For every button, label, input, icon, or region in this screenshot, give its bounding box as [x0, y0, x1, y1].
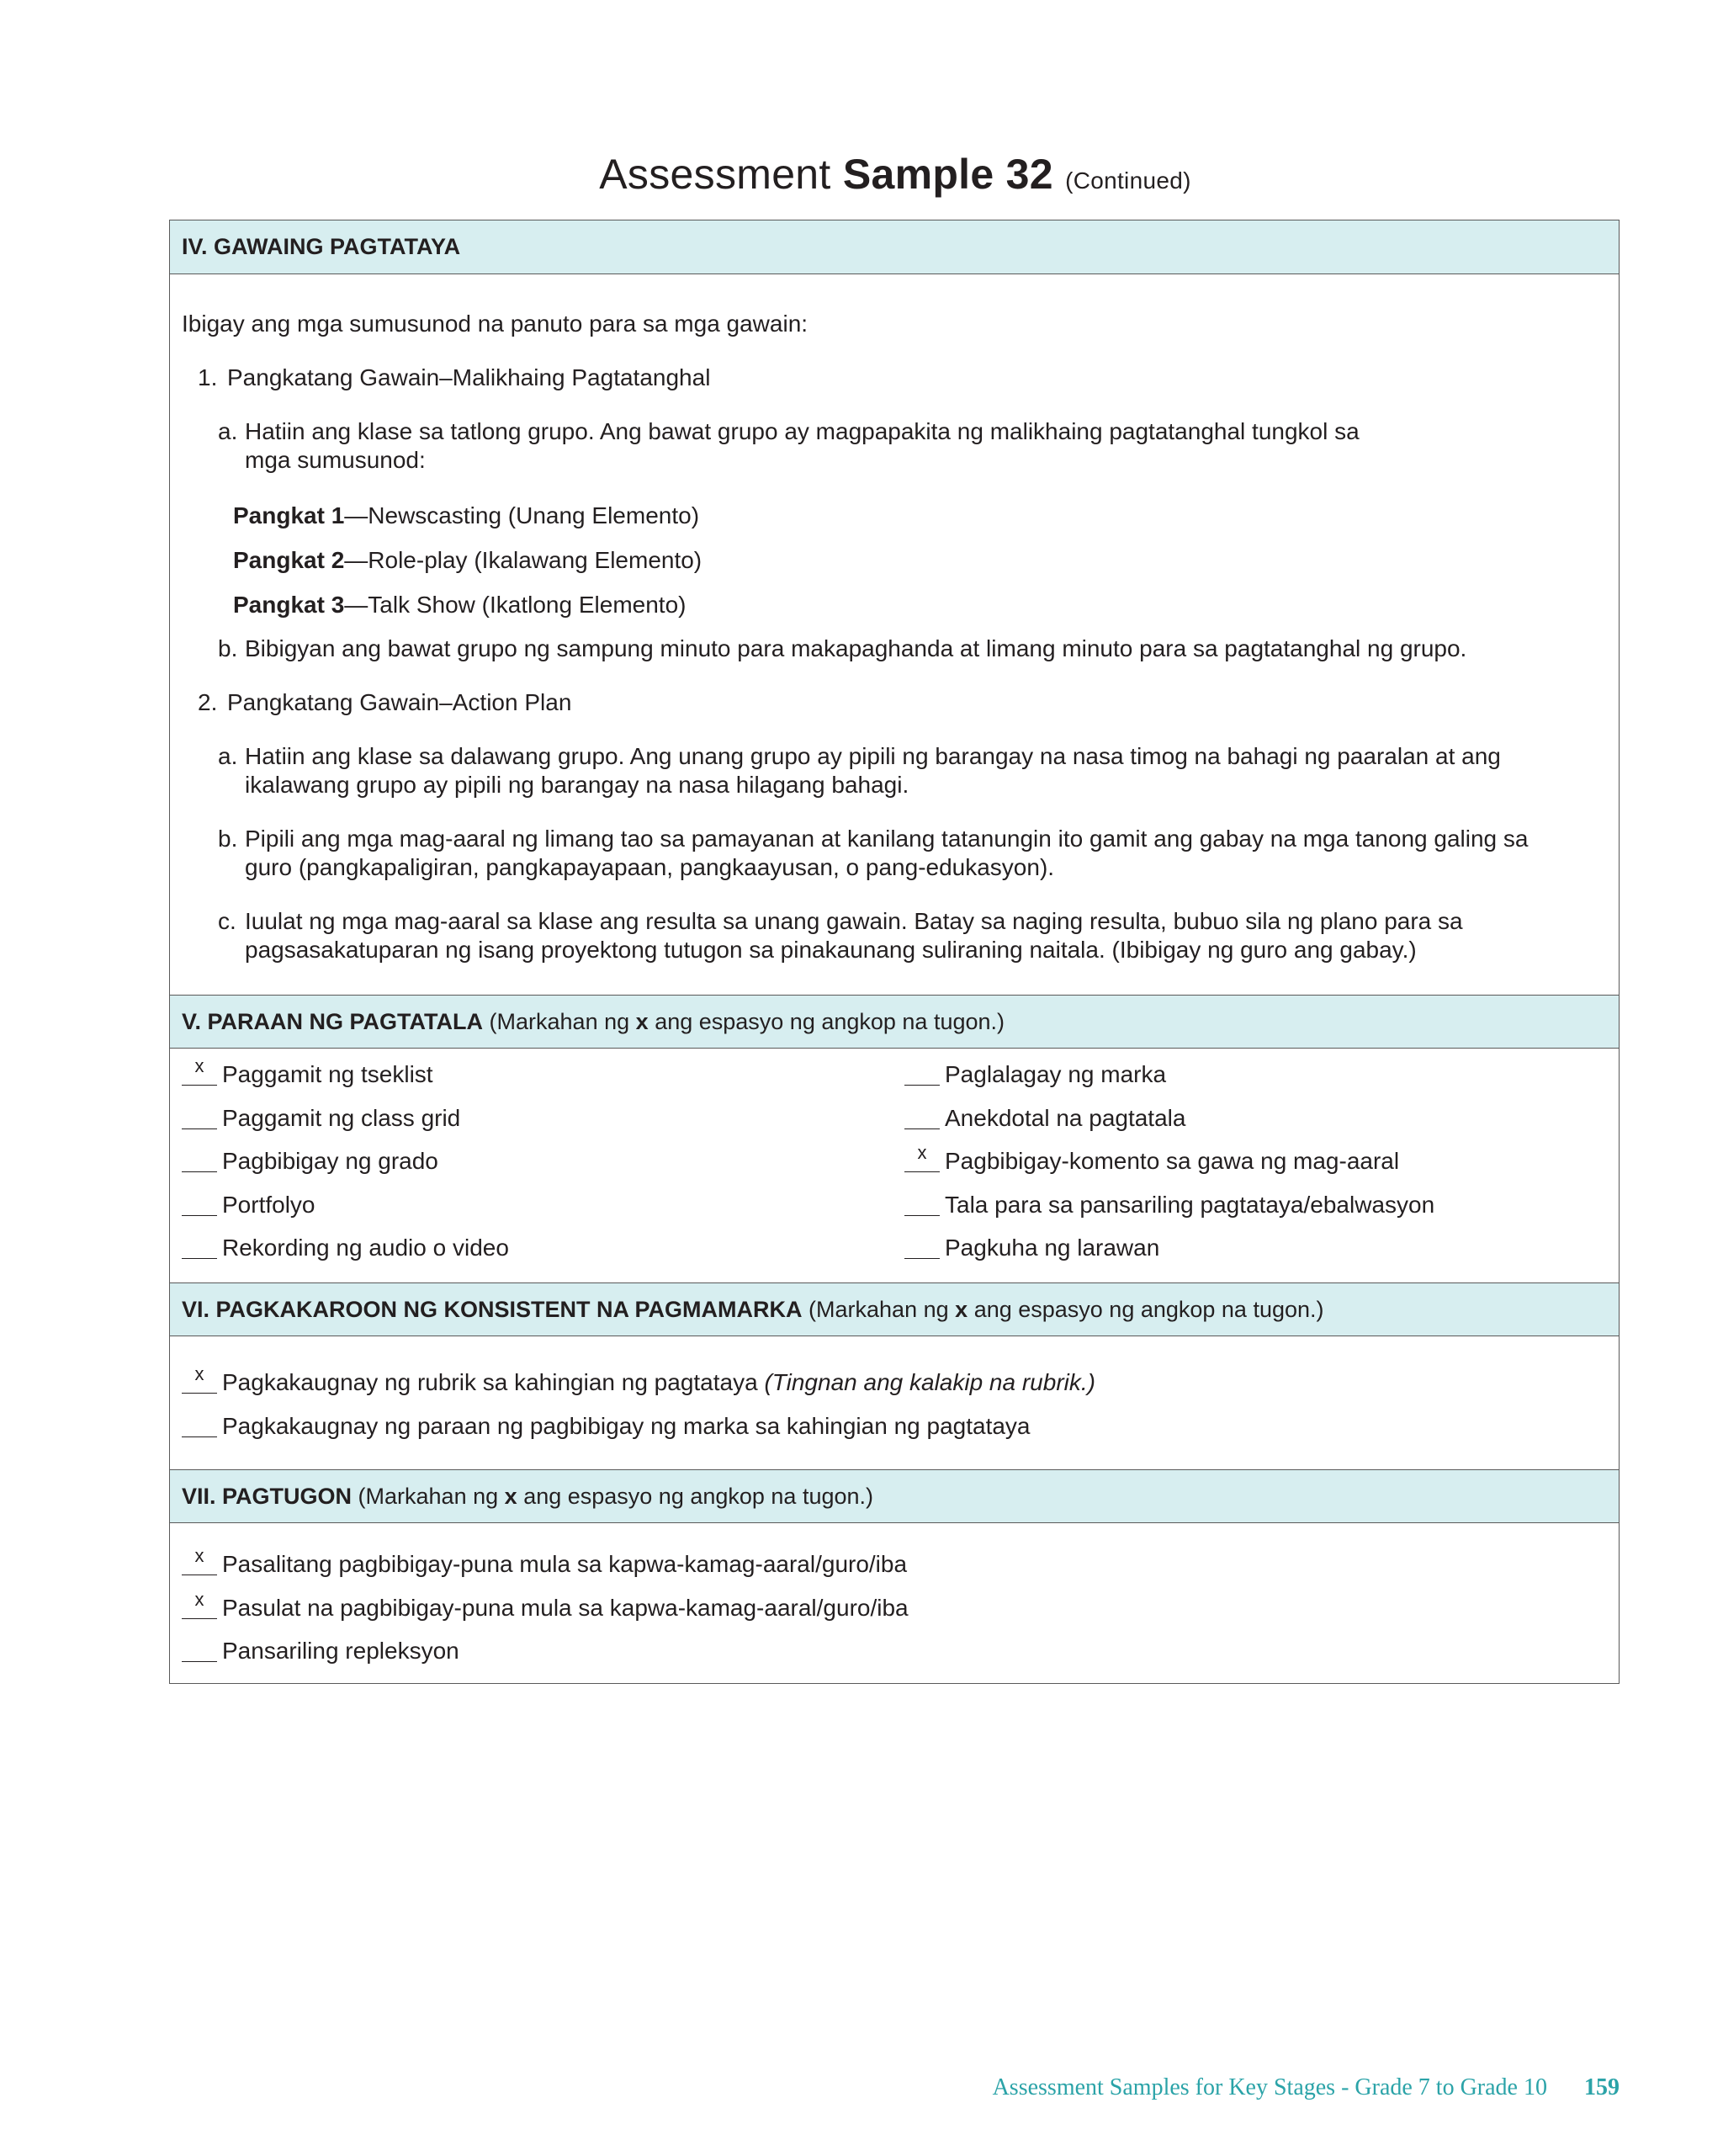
- item-1a-line-2: mga sumusunod:: [245, 447, 426, 473]
- section-v-body: [170, 1049, 1619, 1282]
- check-blank[interactable]: x: [182, 1548, 217, 1572]
- item-2a-line-1: Hatiin ang klase sa dalawang grupo. Ang unang grupo ay pipili ng barangay na nasa timog na bahagi ng paaralan at ang: [245, 743, 1501, 769]
- section-vii-instruction: (Markahan ng x ang espasyo ng angkop na tugon.): [358, 1483, 874, 1509]
- check-blank[interactable]: x: [182, 1059, 217, 1082]
- section-vi-header: [170, 1282, 1619, 1336]
- section-iv-header: [170, 220, 1619, 274]
- assessment-table: [169, 220, 1620, 1684]
- section-v-instruction: (Markahan ng x ang espasyo ng angkop na tugon.): [489, 1008, 1005, 1034]
- checklist-item[interactable]: Pagkuha ng larawan: [904, 1232, 1159, 1262]
- section-iv-intro: Ibigay ang mga sumusunod na panuto para sa mga gawain:: [182, 311, 808, 337]
- check-blank[interactable]: [182, 1232, 217, 1256]
- check-blank[interactable]: x: [182, 1367, 217, 1390]
- check-blank[interactable]: [182, 1102, 217, 1126]
- checklist-item[interactable]: Anekdotal na pagtatala: [904, 1102, 1185, 1133]
- section-vii-header: [170, 1469, 1619, 1523]
- title-bold: Sample 32: [842, 151, 1053, 198]
- checklist-item[interactable]: x Pasalitang pagbibigay-puna mula sa kapwa-kamag-aaral/guro/iba: [182, 1548, 907, 1579]
- section-v-header: [170, 995, 1619, 1049]
- item-2c-letter: c.: [218, 908, 236, 934]
- checklist-item[interactable]: Pagbibigay ng grado: [182, 1145, 438, 1176]
- checklist-item[interactable]: x Paggamit ng tseklist: [182, 1059, 433, 1089]
- checklist-item[interactable]: Portfolyo: [182, 1189, 315, 1219]
- section-vii-body: [170, 1523, 1619, 1683]
- check-blank[interactable]: [904, 1059, 940, 1082]
- group-1: Pangkat 1—Newscasting (Unang Elemento): [233, 502, 700, 528]
- check-blank[interactable]: [182, 1410, 217, 1434]
- checklist-item[interactable]: Paglalagay ng marka: [904, 1059, 1166, 1089]
- item-2b-line-1: Pipili ang mga mag-aaral ng limang tao sa pamayanan at kanilang tatanungin ito gamit ang gabay na mga tanong galing sa: [245, 826, 1529, 852]
- item-2b-line-2: guro (pangkapaligiran, pangkapayapaan, pangkaayusan, o pang-edukasyon).: [245, 854, 1055, 880]
- check-blank[interactable]: [904, 1102, 940, 1126]
- item-1-number: 1.: [198, 364, 218, 390]
- section-vii-heading: VII. PAGTUGON: [182, 1483, 353, 1509]
- checklist-item[interactable]: x Pagkakaugnay ng rubrik sa kahingian ng pagtataya (Tingnan ang kalakip na rubrik.): [182, 1367, 1095, 1397]
- checklist-item[interactable]: Paggamit ng class grid: [182, 1102, 460, 1133]
- item-2a-line-2: ikalawang grupo ay pipili ng barangay na nasa hilagang bahagi.: [245, 772, 909, 798]
- rubric-note: (Tingnan ang kalakip na rubrik.): [764, 1369, 1095, 1395]
- item-1a-letter: a.: [218, 418, 238, 444]
- check-blank[interactable]: x: [182, 1592, 217, 1616]
- item-1b-text: Bibigyan ang bawat grupo ng sampung minuto para makapaghanda at limang minuto para sa pagtatanghal ng grupo.: [245, 635, 1467, 661]
- page-number: 159: [1584, 2074, 1620, 2100]
- item-1b-letter: b.: [218, 635, 238, 661]
- checklist-item[interactable]: Pansariling repleksyon: [182, 1635, 459, 1665]
- section-iv-body: [170, 274, 1619, 995]
- page-title: [0, 150, 1723, 199]
- item-1a-line-1: Hatiin ang klase sa tatlong grupo. Ang bawat grupo ay magpapakita ng malikhaing pagtatanghal tungkol sa: [245, 418, 1360, 444]
- item-1-title: Pangkatang Gawain–Malikhaing Pagtatanghal: [227, 364, 711, 390]
- checklist-item[interactable]: x Pasulat na pagbibigay-puna mula sa kapwa-kamag-aaral/guro/iba: [182, 1592, 909, 1622]
- check-blank[interactable]: x: [904, 1145, 940, 1169]
- item-2c-line-1: Iuulat ng mga mag-aaral sa klase ang resulta sa unang gawain. Batay sa naging resulta, bubuo sila ng plano para sa: [245, 908, 1463, 934]
- section-v-heading: V. PARAAN NG PAGTATALA: [182, 1008, 484, 1034]
- check-blank[interactable]: [904, 1232, 940, 1256]
- check-blank[interactable]: [182, 1635, 217, 1659]
- item-2-title: Pangkatang Gawain–Action Plan: [227, 689, 572, 715]
- item-2c-line-2: pagsasakatuparan ng isang proyektong tutugon sa pinakaunang suliraning naitala. (Ibibigay ng guro ang gabay.): [245, 937, 1417, 963]
- section-vi-instruction: (Markahan ng x ang espasyo ng angkop na tugon.): [808, 1296, 1324, 1322]
- item-2b-letter: b.: [218, 826, 238, 852]
- item-2-number: 2.: [198, 689, 218, 715]
- page-footer: [993, 2074, 1620, 2101]
- section-vi-heading: VI. PAGKAKAROON NG KONSISTENT NA PAGMAMARKA: [182, 1296, 803, 1322]
- section-vi-body: [170, 1336, 1619, 1469]
- section-iv-heading: IV. GAWAING PAGTATAYA: [182, 234, 461, 259]
- title-note: (Continued): [1065, 167, 1191, 194]
- checklist-item[interactable]: Tala para sa pansariling pagtataya/ebalwasyon: [904, 1189, 1434, 1219]
- group-3: Pangkat 3—Talk Show (Ikatlong Elemento): [233, 592, 687, 618]
- checklist-item[interactable]: Pagkakaugnay ng paraan ng pagbibigay ng marka sa kahingian ng pagtataya: [182, 1410, 1031, 1441]
- footer-text: Assessment Samples for Key Stages - Grade 7 to Grade 10: [992, 2074, 1547, 2100]
- group-2: Pangkat 2—Role-play (Ikalawang Elemento): [233, 547, 702, 573]
- checklist-item[interactable]: x Pagbibigay-komento sa gawa ng mag-aaral: [904, 1145, 1399, 1176]
- check-blank[interactable]: [182, 1145, 217, 1169]
- title-light: Assessment: [599, 151, 831, 198]
- checklist-item[interactable]: Rekording ng audio o video: [182, 1232, 509, 1262]
- check-blank[interactable]: [904, 1189, 940, 1213]
- item-2a-letter: a.: [218, 743, 238, 769]
- check-blank[interactable]: [182, 1189, 217, 1213]
